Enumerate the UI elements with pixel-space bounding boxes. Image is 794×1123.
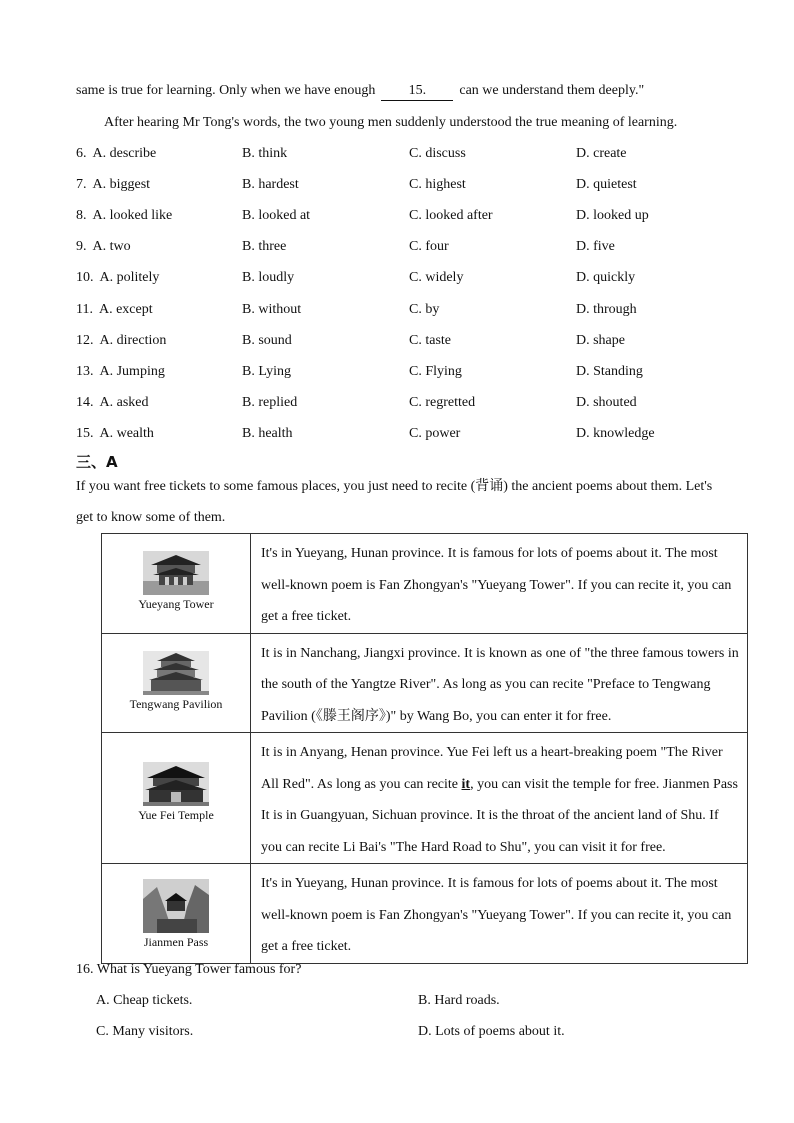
question-number: 11.	[76, 301, 93, 317]
option-a-label: A. asked	[99, 394, 149, 410]
question-16-stem: 16. What is Yueyang Tower famous for?	[76, 962, 302, 977]
question-number: 7.	[76, 177, 87, 193]
option-a-label: A. two	[92, 239, 131, 255]
option-d[interactable]: D. create	[576, 146, 627, 161]
option-c[interactable]: C. by	[409, 301, 440, 317]
option-row	[76, 270, 736, 288]
question-number: 10.	[76, 270, 94, 286]
option-c[interactable]: C. Flying	[409, 363, 462, 379]
temple-image	[143, 762, 209, 806]
option-c[interactable]: C. discuss	[409, 146, 466, 161]
option-a[interactable]	[76, 426, 154, 442]
option-a-label: A. wealth	[99, 425, 154, 441]
place-description: It's in Yueyang, Hunan province. It is famous for lots of poems about it. The most well-known poem is Fan Zhongyan's "Yueyang Tower". If you can recite it, you can get a free ticket.	[251, 534, 748, 634]
option-a-label: A. looked like	[92, 208, 173, 224]
option-row	[76, 395, 736, 413]
option-row	[76, 426, 736, 444]
question-number: 13.	[76, 363, 94, 379]
q16-option-b[interactable]: B. Hard roads.	[418, 993, 500, 1008]
place-caption: Yue Fei Temple	[138, 808, 214, 822]
intro-line-2: get to know some of them.	[76, 510, 226, 525]
tower-image	[143, 551, 209, 595]
option-c[interactable]: C. highest	[409, 177, 466, 193]
option-b[interactable]: B. think	[242, 146, 288, 161]
place-description: It is in Nanchang, Jiangxi province. It is known as one of "the three famous towers in the south of the Yangtze River". As long as you can recite "Preface to Tengwang Pavilion (《滕王阁序》)" by Wang Bo, you can enter it for free.	[251, 633, 748, 733]
option-c[interactable]: C. widely	[409, 270, 464, 286]
place-caption: Tengwang Pavilion	[129, 696, 223, 711]
table-row	[102, 633, 748, 733]
option-b[interactable]: B. without	[242, 301, 302, 317]
option-d[interactable]: D. shouted	[576, 394, 637, 410]
option-row	[76, 146, 736, 164]
option-b[interactable]: B. replied	[242, 394, 298, 410]
question-number: 15.	[76, 425, 94, 441]
underlined-word: it	[461, 776, 471, 792]
option-d[interactable]: D. Standing	[576, 363, 643, 379]
q16-option-a[interactable]: A. Cheap tickets.	[96, 993, 193, 1008]
option-b[interactable]: B. health	[242, 425, 293, 441]
option-a[interactable]	[76, 239, 131, 255]
option-a-label: A. describe	[92, 146, 157, 161]
option-d[interactable]: D. knowledge	[576, 425, 655, 441]
option-c[interactable]: C. looked after	[409, 208, 493, 224]
option-a[interactable]	[76, 270, 159, 286]
passage-line-2: After hearing Mr Tong's words, the two young men suddenly understood the true meaning of learning.	[104, 115, 678, 130]
place-caption: Yueyang Tower	[138, 597, 214, 611]
option-a-label: A. except	[98, 301, 153, 317]
place-picture-cell	[102, 864, 251, 964]
q16-option-c[interactable]: C. Many visitors.	[96, 1024, 194, 1039]
section-heading: 三、A	[76, 453, 118, 471]
option-a-label: A. Jumping	[99, 363, 165, 379]
option-a[interactable]	[76, 146, 156, 162]
option-d[interactable]: D. looked up	[576, 208, 649, 224]
option-a[interactable]	[76, 302, 153, 318]
place-caption: Jianmen Pass	[143, 935, 209, 949]
option-b[interactable]: B. loudly	[242, 270, 295, 286]
option-row	[76, 333, 736, 351]
option-b[interactable]: B. sound	[242, 332, 292, 348]
question-number: 8.	[76, 208, 87, 224]
question-number: 6.	[76, 146, 87, 161]
option-b[interactable]: B. Lying	[242, 363, 292, 379]
pavilion-image	[143, 651, 209, 695]
option-d[interactable]: D. shape	[576, 332, 625, 348]
option-row	[76, 239, 736, 257]
option-d[interactable]: D. quickly	[576, 270, 636, 286]
place-description	[251, 733, 748, 864]
table-row	[102, 534, 748, 634]
option-a-label: A. politely	[99, 270, 160, 286]
option-b[interactable]: B. hardest	[242, 177, 299, 193]
option-d[interactable]: D. through	[576, 301, 637, 317]
option-a-label: A. direction	[99, 332, 167, 348]
pass-image	[143, 879, 209, 933]
option-d[interactable]: D. quietest	[576, 177, 637, 193]
option-c[interactable]: C. regretted	[409, 394, 476, 410]
question-number: 14.	[76, 394, 94, 410]
question-number: 9.	[76, 239, 87, 255]
option-row	[76, 177, 736, 195]
place-description: It's in Yueyang, Hunan province. It is famous for lots of poems about it. The most well-known poem is Fan Zhongyan's "Yueyang Tower". If you can recite it, you can get a free ticket.	[251, 864, 748, 964]
option-a-label: A. biggest	[92, 177, 151, 193]
option-c[interactable]: C. taste	[409, 332, 451, 348]
option-b[interactable]: B. looked at	[242, 208, 311, 224]
option-row	[76, 208, 736, 226]
passage-text: same is true for learning. Only when we have enough	[76, 83, 376, 98]
option-c[interactable]: C. four	[409, 239, 449, 255]
option-a[interactable]	[76, 177, 150, 193]
passage-line-1	[76, 82, 644, 101]
place-picture-cell	[102, 733, 251, 864]
option-a[interactable]	[76, 364, 165, 380]
description-text: It is in Anyang, Henan province. Yue Fei left us a heart-breaking poem "The River All Red". As long as you can recite	[261, 745, 723, 792]
option-a[interactable]	[76, 208, 172, 224]
place-picture-cell	[102, 633, 251, 733]
question-number: 12.	[76, 332, 94, 348]
option-a[interactable]	[76, 395, 149, 411]
q16-option-d[interactable]: D. Lots of poems about it.	[418, 1024, 565, 1039]
place-picture-cell	[102, 534, 251, 634]
blank-15: 15.	[381, 82, 453, 101]
option-row	[76, 302, 736, 320]
option-b[interactable]: B. three	[242, 239, 287, 255]
places-table	[101, 533, 748, 964]
option-a[interactable]	[76, 333, 166, 349]
table-row	[102, 864, 748, 964]
passage-text: can we understand them deeply."	[459, 83, 645, 98]
table-row	[102, 733, 748, 864]
intro-line-1: If you want free tickets to some famous places, you just need to recite (背诵) the ancient poems about them. Let's	[76, 479, 713, 494]
option-c[interactable]: C. power	[409, 425, 461, 441]
option-row	[76, 364, 736, 382]
description-text: , you can visit the temple for free. Jianmen Pass It is in Guangyuan, Sichuan province. It is the throat of the ancient land of Shu. If you can recite Li Bai's "The Hard Road to Shu", you can visit it for free.	[261, 776, 738, 855]
option-d[interactable]: D. five	[576, 239, 615, 255]
